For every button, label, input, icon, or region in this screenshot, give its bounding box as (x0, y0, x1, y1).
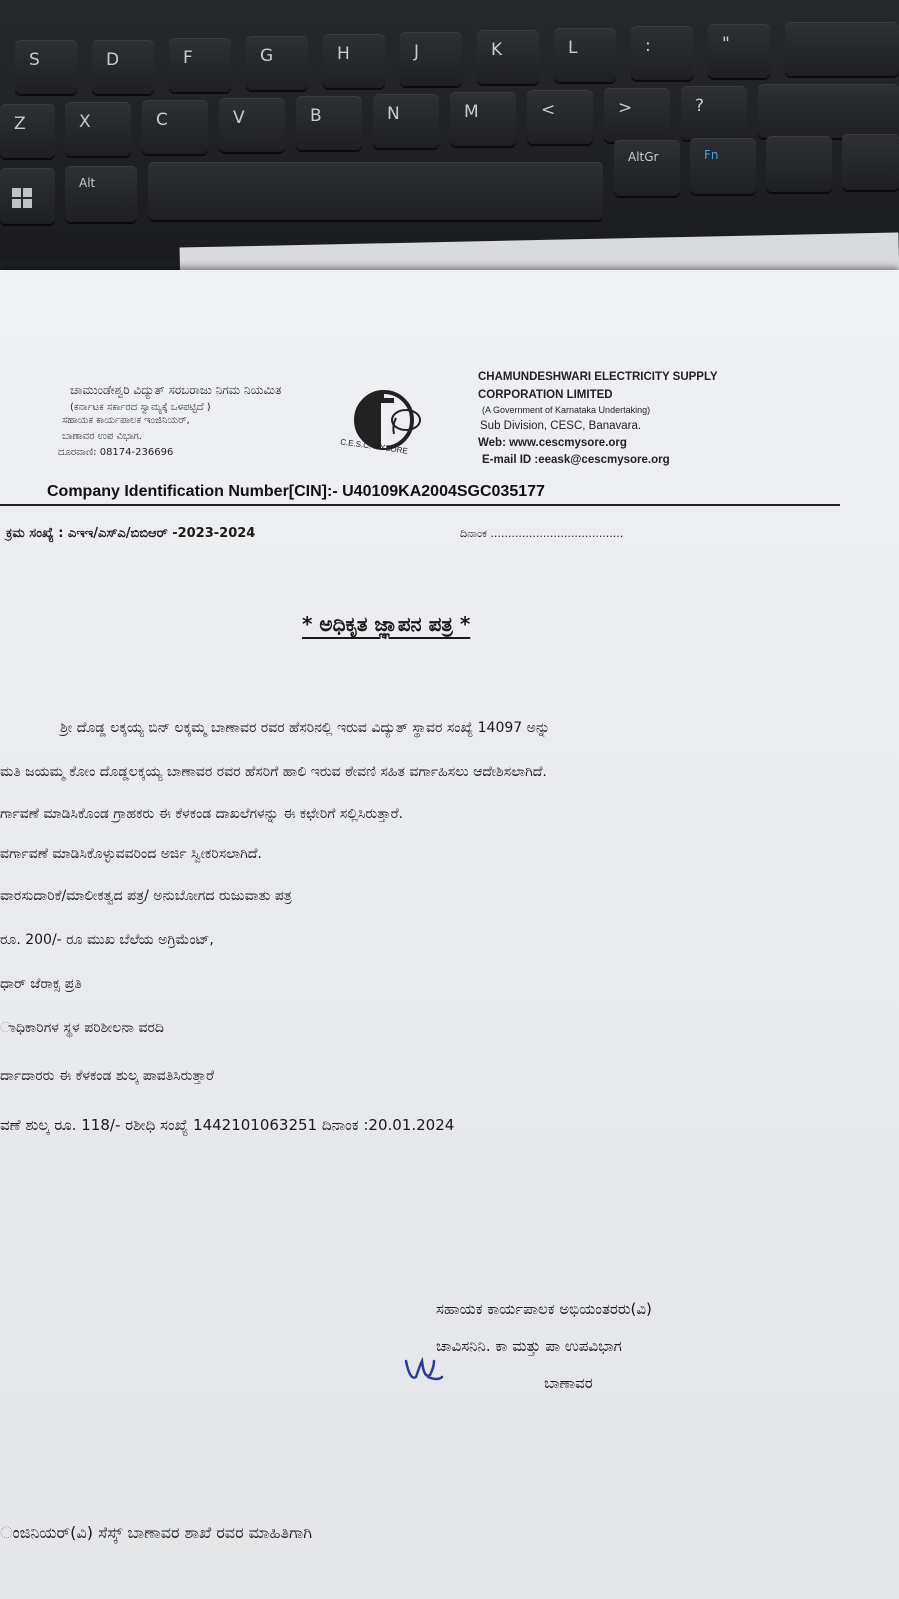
document-item-3: ರೂ. 200/- ರೂ ಮುಖ ಬೆಲೆಯ ಅಗ್ರಿಮೆಂಟ್, (0, 932, 214, 948)
company-cin: Company Identification Number[CIN]:- U40109KA2004SGC035177 (47, 483, 545, 500)
key-alt: Alt (65, 166, 137, 222)
key-f: F (169, 38, 231, 92)
key-d: D (92, 40, 154, 94)
key-menu (766, 136, 832, 192)
key-m: M (450, 92, 516, 146)
key-period: > (604, 88, 670, 142)
key-k: K (477, 30, 539, 84)
key-enter (785, 22, 899, 76)
key-ctrl (842, 134, 899, 190)
handwritten-signature (404, 1357, 444, 1387)
body-para-line-3: ರ್ಗಾವಣೆ ಮಾಡಿಸಿಕೊಂಡ ಗ್ರಾಹಕರು ಈ ಕೆಳಕಂಡ ದಾಖಲೆಗಳನ್ನು ಈ ಕಛೇರಿಗೆ ಸಲ್ಲಿಸಿರುತ್ತಾರೆ. (0, 806, 404, 822)
reference-number: ಕ್ರಮ ಸಂಖ್ಯೆ : ಎಇಇ/ಎಸ್‌ಎ/ಬಿಬಿಆರ್ -2023-2024 (6, 526, 256, 541)
letterhead-en-govt: (A Government of Karnataka Undertaking) (482, 405, 651, 415)
key-b: B (296, 96, 362, 150)
memo-title: * ಅಧಿಕೃತ ಜ್ಞಾಪನ ಪತ್ರ * (302, 612, 471, 636)
letterhead-kn-govt: (ಕರ್ನಾಟಕ ಸರ್ಕಾರದ ಸ್ವಾಮ್ಯಕ್ಕೆ ಒಳಪಟ್ಟಿದೆ ) (70, 402, 211, 413)
document-item-6: ರ್ದಾದಾರರು ಈ ಕೆಳಕಂಡ ಶುಲ್ಕ ಪಾವತಿಸಿರುತ್ತಾರೆ (0, 1068, 214, 1084)
key-x: X (65, 102, 131, 156)
key-v: V (219, 98, 285, 152)
letterhead-kn-subdiv: ಬಾಣಾವರ ಉಪ ವಿಭಾಗ. (62, 431, 142, 442)
key-l: L (554, 28, 616, 82)
key-n: N (373, 94, 439, 148)
windows-key (0, 168, 55, 224)
key-j: J (400, 32, 462, 86)
document-item-1: ವರ್ಗಾವಣೆ ಮಾಡಿಸಿಕೊಳ್ಳುವವರಿಂದ ಅರ್ಜಿ ಸ್ವೀಕರಿಸಲಾಗಿದೆ. (0, 846, 262, 862)
key-quote: " (708, 24, 770, 78)
document-item-5: ಾಧಿಕಾರಿಗಳ ಸ್ಥಳ ಪರಿಶೀಲನಾ ವರದಿ (0, 1020, 164, 1036)
key-shift (758, 84, 899, 138)
body-para-line-1: ಶ್ರೀ ದೊಡ್ಡ ಲಕ್ಕಯ್ಯ ಬಿನ್ ಲಕ್ಕಮ್ಮ ಬಾಣಾವರ ರವರ ಹೆಸರಿನಲ್ಲಿ ಇರುವ ವಿದ್ಯುತ್ ಸ್ಥಾವರ ಸಂಖ್ಯೆ 14097 ಅನ್ನು (60, 720, 550, 736)
windows-icon (12, 188, 32, 208)
letterhead-en-web: Web: www.cescmysore.org (478, 437, 627, 449)
letterhead-kn-phone: ದೂರವಾಣಿ: 08174-236696 (58, 447, 174, 458)
keyboard (0, 0, 899, 260)
logo-caption: C.E.S.C. MYSORE (339, 437, 409, 456)
key-z: Z (0, 104, 55, 158)
letterhead-en-name: CHAMUNDESHWARI ELECTRICITY SUPPLY (478, 371, 718, 383)
letterhead-kn-name: ಚಾಮುಂಡೇಶ್ವರಿ ವಿದ್ಯುತ್ ಸರಬರಾಜು ನಿಗಮ ನಿಯಮಿತ (70, 383, 282, 397)
key-slash: ? (681, 86, 747, 140)
signatory-place: ಬಾಣಾವರ (544, 1374, 593, 1392)
document-item-2: ವಾರಸುದಾರಿಕೆ/ಮಾಲೀಕತ್ವದ ಪತ್ರ/ ಅನುಬೋಗದ ರುಜುವಾತು ಪತ್ರ (0, 888, 292, 904)
header-rule (0, 504, 840, 506)
letterhead-en-email: E-mail ID :eeask@cescmysore.org (482, 454, 670, 466)
key-c: C (142, 100, 208, 154)
signatory-designation: ಸಹಾಯಕ ಕಾರ್ಯಪಾಲಕ ಅಭಿಯಂತರರು(ವಿ) (436, 1300, 652, 1318)
key-altgr: AltGr (614, 140, 680, 196)
key-space (148, 162, 603, 220)
key-h: H (323, 34, 385, 88)
signatory-office: ಚಾವಿಸನಿನಿ. ಕಾ ಮತ್ತು ಪಾ ಉಪವಿಭಾಗ (436, 1337, 622, 1355)
copy-to-line: ಂಜಿನಿಯರ್(ವಿ) ಸೆಸ್ಕ್ ಬಾಣಾವರ ಶಾಖೆ ರವರ ಮಾಹಿತಿಗಾಗಿ (0, 1523, 313, 1542)
fee-receipt-line: ವಣೆ ಶುಲ್ಕ ರೂ. 118/- ರಶೀಧಿ ಸಂಖ್ಯೆ 1442101063251 ದಿನಾಂಕ :20.01.2024 (0, 1116, 455, 1134)
key-s: S (15, 40, 77, 94)
key-fn: Fn (690, 138, 756, 194)
key-comma: < (527, 90, 593, 144)
key-colon: : (631, 26, 693, 80)
document-item-4: ಧಾರ್ ಜೆರಾಕ್ಸ ಪ್ರತಿ (0, 976, 82, 992)
letterhead-en-corp: CORPORATION LIMITED (478, 389, 613, 401)
key-g: G (246, 36, 308, 90)
reference-date: ದಿನಾಂಕ ...................................... (460, 527, 624, 540)
body-para-line-2: ಮತಿ ಜಯಮ್ಮ ಕೋಂ ದೊಡ್ಡಲಕ್ಕಯ್ಯ ಬಾಣಾವರ ರವರ ಹೆಸರಿಗೆ ಹಾಲಿ ಇರುವ ಠೇವಣಿ ಸಹಿತ ವರ್ಗಾಹಿಸಲು ಆದೇಶಿಸಲಾಗಿದೆ. (0, 764, 547, 780)
letterhead-kn-office: ಸಹಾಯಕ ಕಾರ್ಯಪಾಲಕ ಇಂಜಿನಿಯರ್, (62, 415, 190, 426)
letterhead-en-subdiv: Sub Division, CESC, Banavara. (480, 420, 642, 432)
